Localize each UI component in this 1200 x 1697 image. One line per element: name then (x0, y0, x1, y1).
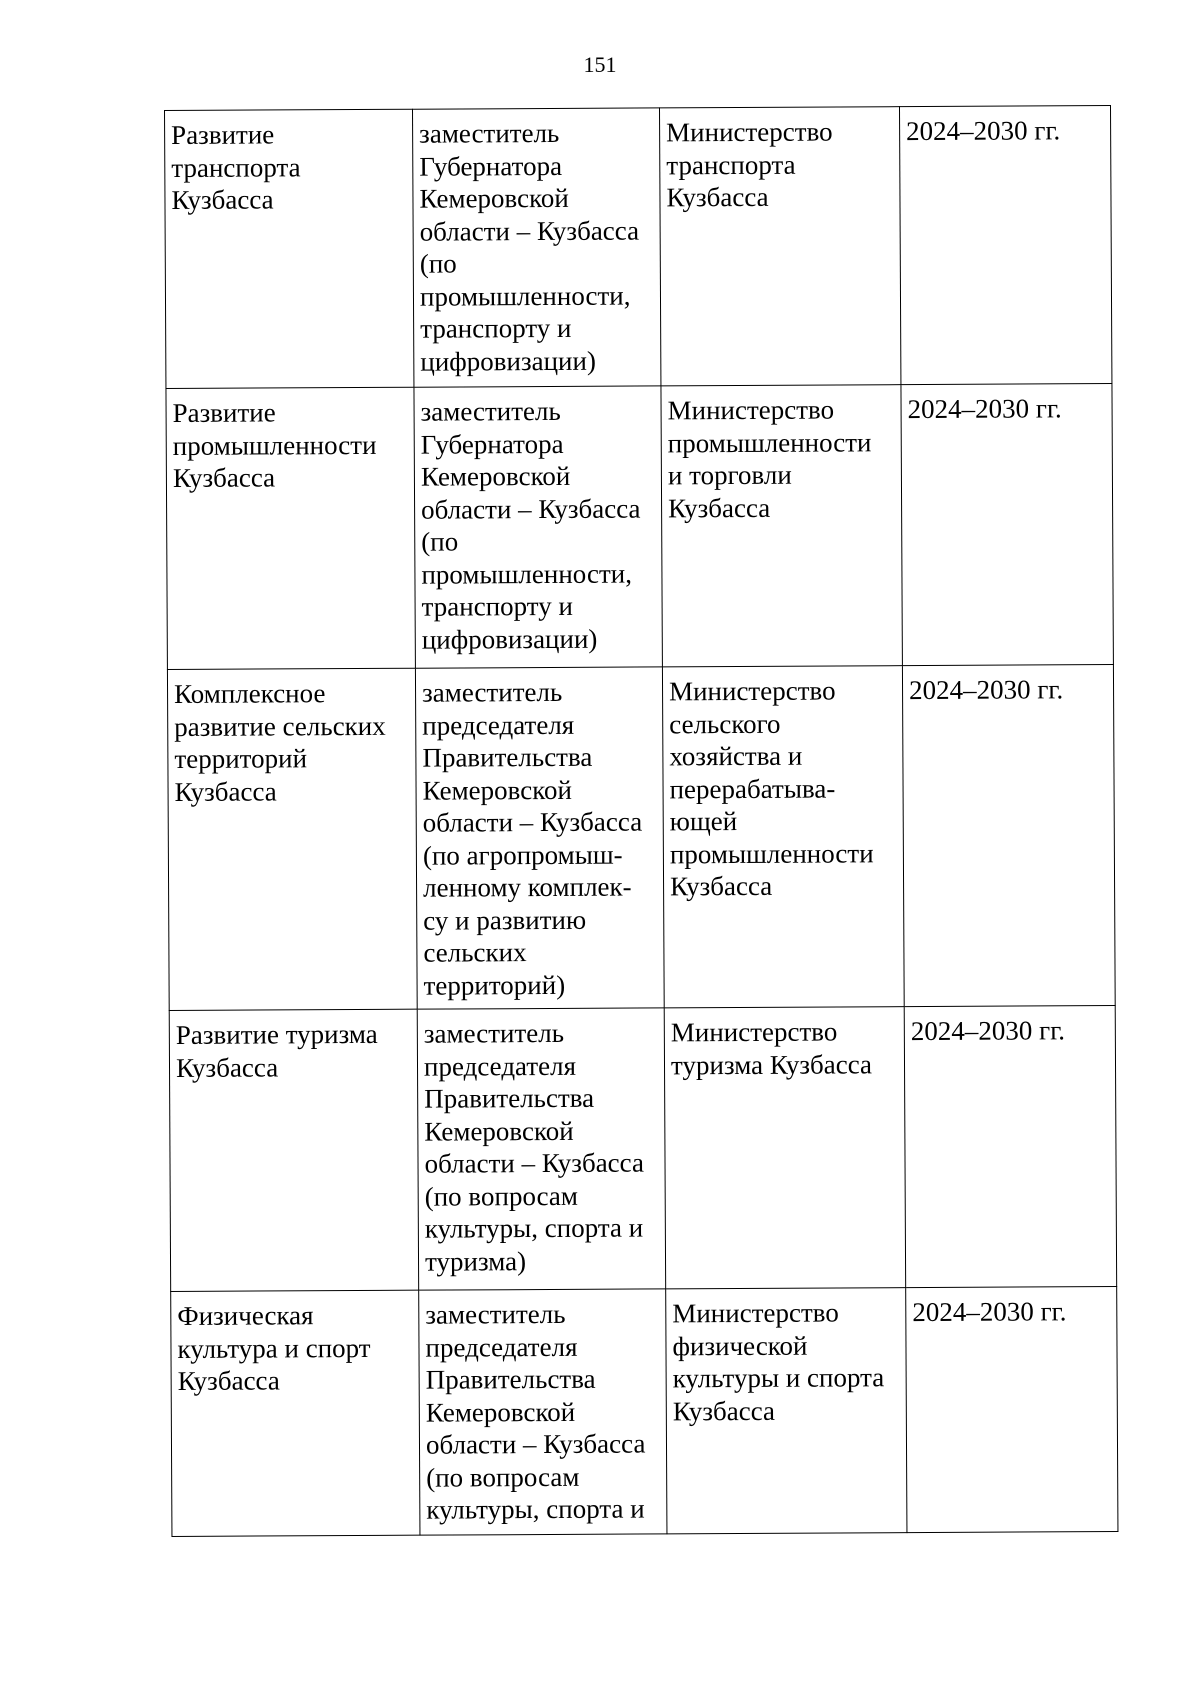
program-name-cell: Развитие промышленности Кузбасса (166, 387, 415, 669)
programs-table (164, 105, 1118, 1537)
curator-cell: заместитель председателя Правительства Кемеровской области – Кузбасса (по вопросам культуры, спорта и (419, 1289, 667, 1535)
period-cell: 2024–2030 гг. (899, 106, 1111, 385)
page-number: 151 (583, 52, 617, 77)
period-cell: 2024–2030 гг. (904, 1006, 1116, 1288)
program-name-cell: Физическая культура и спорт Кузбасса (171, 1290, 420, 1536)
program-name-cell: Развитие туризма Кузбасса (169, 1009, 418, 1291)
curator-cell: заместитель Губернатора Кемеровской области – Кузбасса (по промышленности, транспорту и цифровизации) (412, 108, 660, 387)
executor-cell: Министерство физической культуры и спорта Кузбасса (666, 1288, 907, 1534)
executor-cell: Министерство транспорта Кузбасса (659, 107, 900, 386)
table-row (167, 665, 1115, 1011)
period-cell: 2024–2030 гг. (906, 1287, 1118, 1533)
period-cell: 2024–2030 гг. (901, 384, 1113, 666)
executor-cell: Министерство промышленности и торговли Кузбасса (661, 385, 902, 667)
executor-cell: Министерство сельского хозяйства и перерабатыва- ющей промышленности Кузбасса (662, 666, 904, 1008)
table-row (165, 106, 1112, 389)
curator-cell: заместитель председателя Правительства Кемеровской области – Кузбасса (по агропромыш- ленному комплек- су и развитию сельских территорий) (415, 667, 664, 1009)
period-cell: 2024–2030 гг. (902, 665, 1115, 1007)
executor-cell: Министерство туризма Кузбасса (664, 1007, 905, 1289)
curator-cell: заместитель Губернатора Кемеровской области – Кузбасса (по промышленности, транспорту и цифровизации) (414, 386, 662, 668)
program-name-cell: Комплексное развитие сельских территорий Кузбасса (167, 668, 417, 1010)
program-name-cell: Развитие транспорта Кузбасса (165, 109, 414, 388)
table-row (171, 1287, 1118, 1537)
table-row (169, 1006, 1116, 1292)
curator-cell: заместитель председателя Правительства Кемеровской области – Кузбасса (по вопросам культуры, спорта и туризма) (417, 1008, 665, 1290)
table-row (166, 384, 1113, 670)
